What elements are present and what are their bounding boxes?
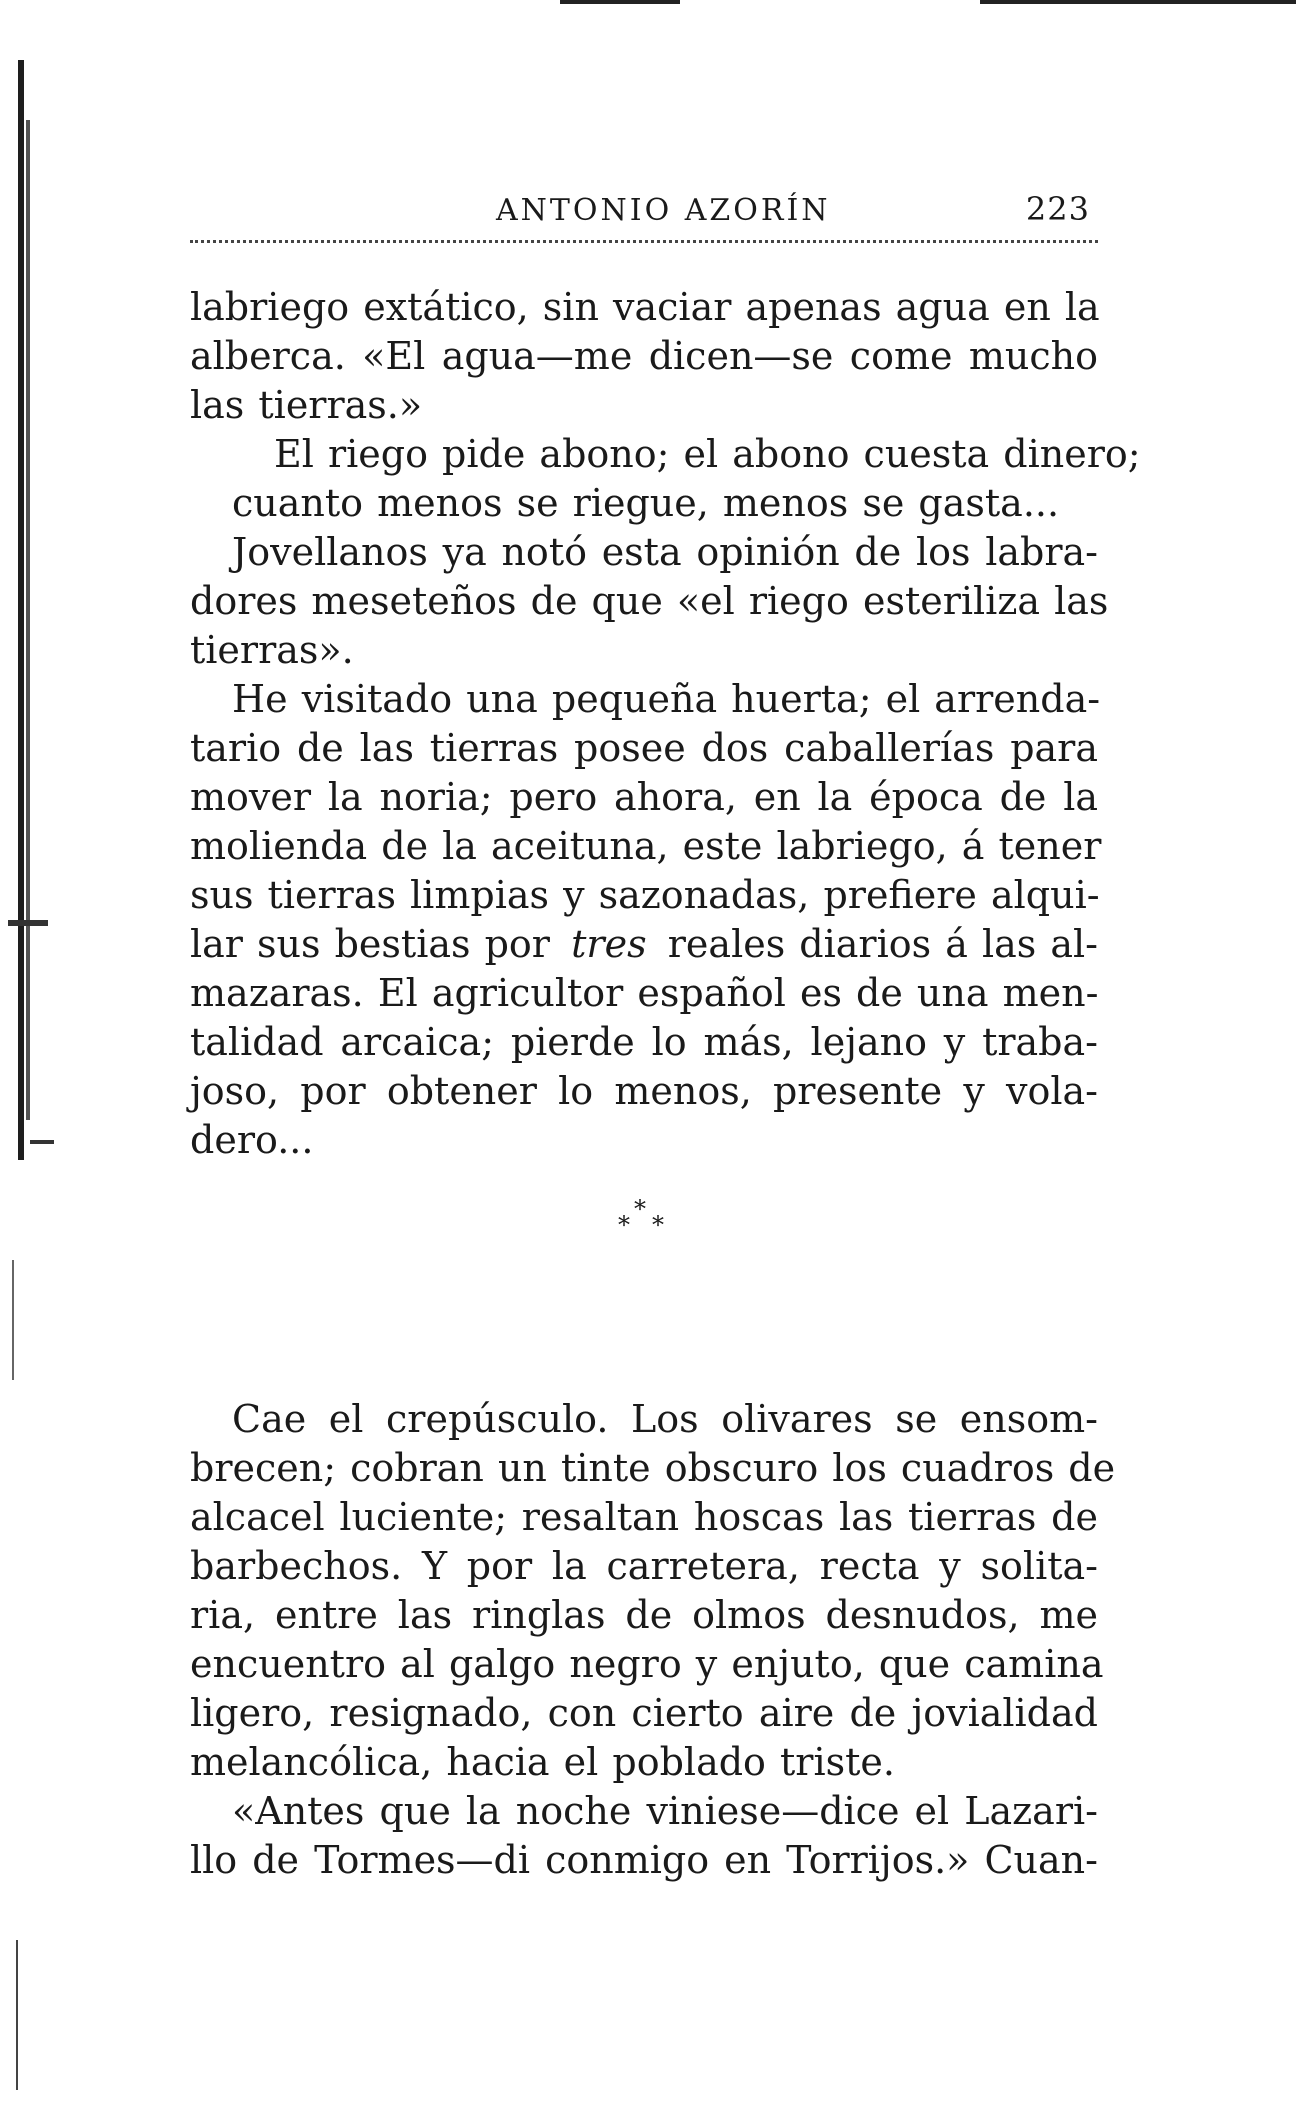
asterisk: *	[652, 1211, 664, 1239]
text-line: mover la noria; pero ahora, en la época de la	[190, 775, 1098, 819]
text-line: brecen; cobran un tinte obscuro los cuadros de	[190, 1446, 1116, 1490]
text-line: encuentro al galgo negro y enjuto, que camina	[190, 1642, 1104, 1686]
text-line: cuanto menos se riegue, menos se gasta...	[232, 481, 1060, 525]
scan-top-edge	[560, 0, 680, 4]
section-asterism	[190, 1175, 1098, 1315]
text-line: barbechos. Y por la carretera, recta y solita-	[190, 1544, 1098, 1588]
paragraph	[190, 283, 1098, 430]
body-text	[190, 283, 1141, 1885]
text-line: ligero, resignado, con cierto aire de jovialidad	[190, 1691, 1098, 1735]
text-line: tierras».	[190, 628, 354, 672]
text-line: ria, entre las ringlas de olmos desnudos, me	[190, 1593, 1098, 1637]
scan-top-edge-right	[980, 0, 1296, 4]
running-head	[190, 190, 1098, 236]
text-line: mazaras. El agricultor español es de una men-	[190, 971, 1099, 1015]
text-line: dores meseteños de que «el riego esteriliza las	[190, 579, 1109, 623]
section-gap	[190, 1315, 1098, 1395]
text-line: He visitado una pequeña huerta; el arrenda-	[232, 677, 1101, 721]
paragraph	[190, 1395, 1116, 1787]
text-line: talidad arcaica; pierde lo más, lejano y traba-	[190, 1020, 1098, 1064]
paragraph	[190, 1787, 1098, 1885]
text-line: dero...	[190, 1118, 314, 1162]
text-line-with-italic	[190, 920, 1098, 969]
text-line: las tierras.»	[190, 383, 423, 427]
paragraph	[190, 675, 1102, 1165]
book-page	[190, 190, 1141, 1885]
text-line: tario de las tierras posee dos caballerías para	[190, 726, 1098, 770]
text-line: joso, por obtener lo menos, presente y vola-	[190, 1069, 1098, 1113]
text-line: Jovellanos ya notó esta opinión de los labra-	[232, 530, 1098, 574]
text-line: llo de Tormes—di conmigo en Torrijos.» Cuan-	[190, 1838, 1098, 1882]
text-line: El riego pide abono; el abono cuesta dinero;	[274, 432, 1141, 476]
text-line: «Antes que la noche viniese—dice el Lazari-	[232, 1789, 1098, 1833]
running-title: ANTONIO AZORÍN	[496, 193, 831, 228]
asterisk: *	[618, 1211, 630, 1239]
text-line: Cae el crepúsculo. Los olivares se ensom-	[232, 1397, 1098, 1441]
header-rule	[190, 240, 1098, 243]
paragraph	[190, 528, 1109, 675]
text-line: melancólica, hacia el poblado triste.	[190, 1740, 895, 1784]
paragraph	[190, 430, 1141, 528]
italic-word: tres	[571, 922, 647, 966]
text-line: labriego extático, sin vaciar apenas agua en la	[190, 285, 1100, 329]
text-line: molienda de la aceituna, este labriego, á tener	[190, 824, 1102, 868]
text-line: alcacel luciente; resaltan hoscas las tierras de	[190, 1495, 1098, 1539]
scan-binding-edge	[0, 0, 60, 2101]
page-number: 223	[1025, 190, 1090, 228]
text-line: sus tierras limpias y sazonadas, prefiere alqui-	[190, 873, 1100, 917]
text-segment: lar sus bestias por	[190, 922, 550, 966]
text-segment: reales diarios á las al-	[667, 922, 1098, 966]
text-line: alberca. «El agua—me dicen—se come mucho	[190, 334, 1098, 378]
asterisk: *	[634, 1195, 646, 1223]
